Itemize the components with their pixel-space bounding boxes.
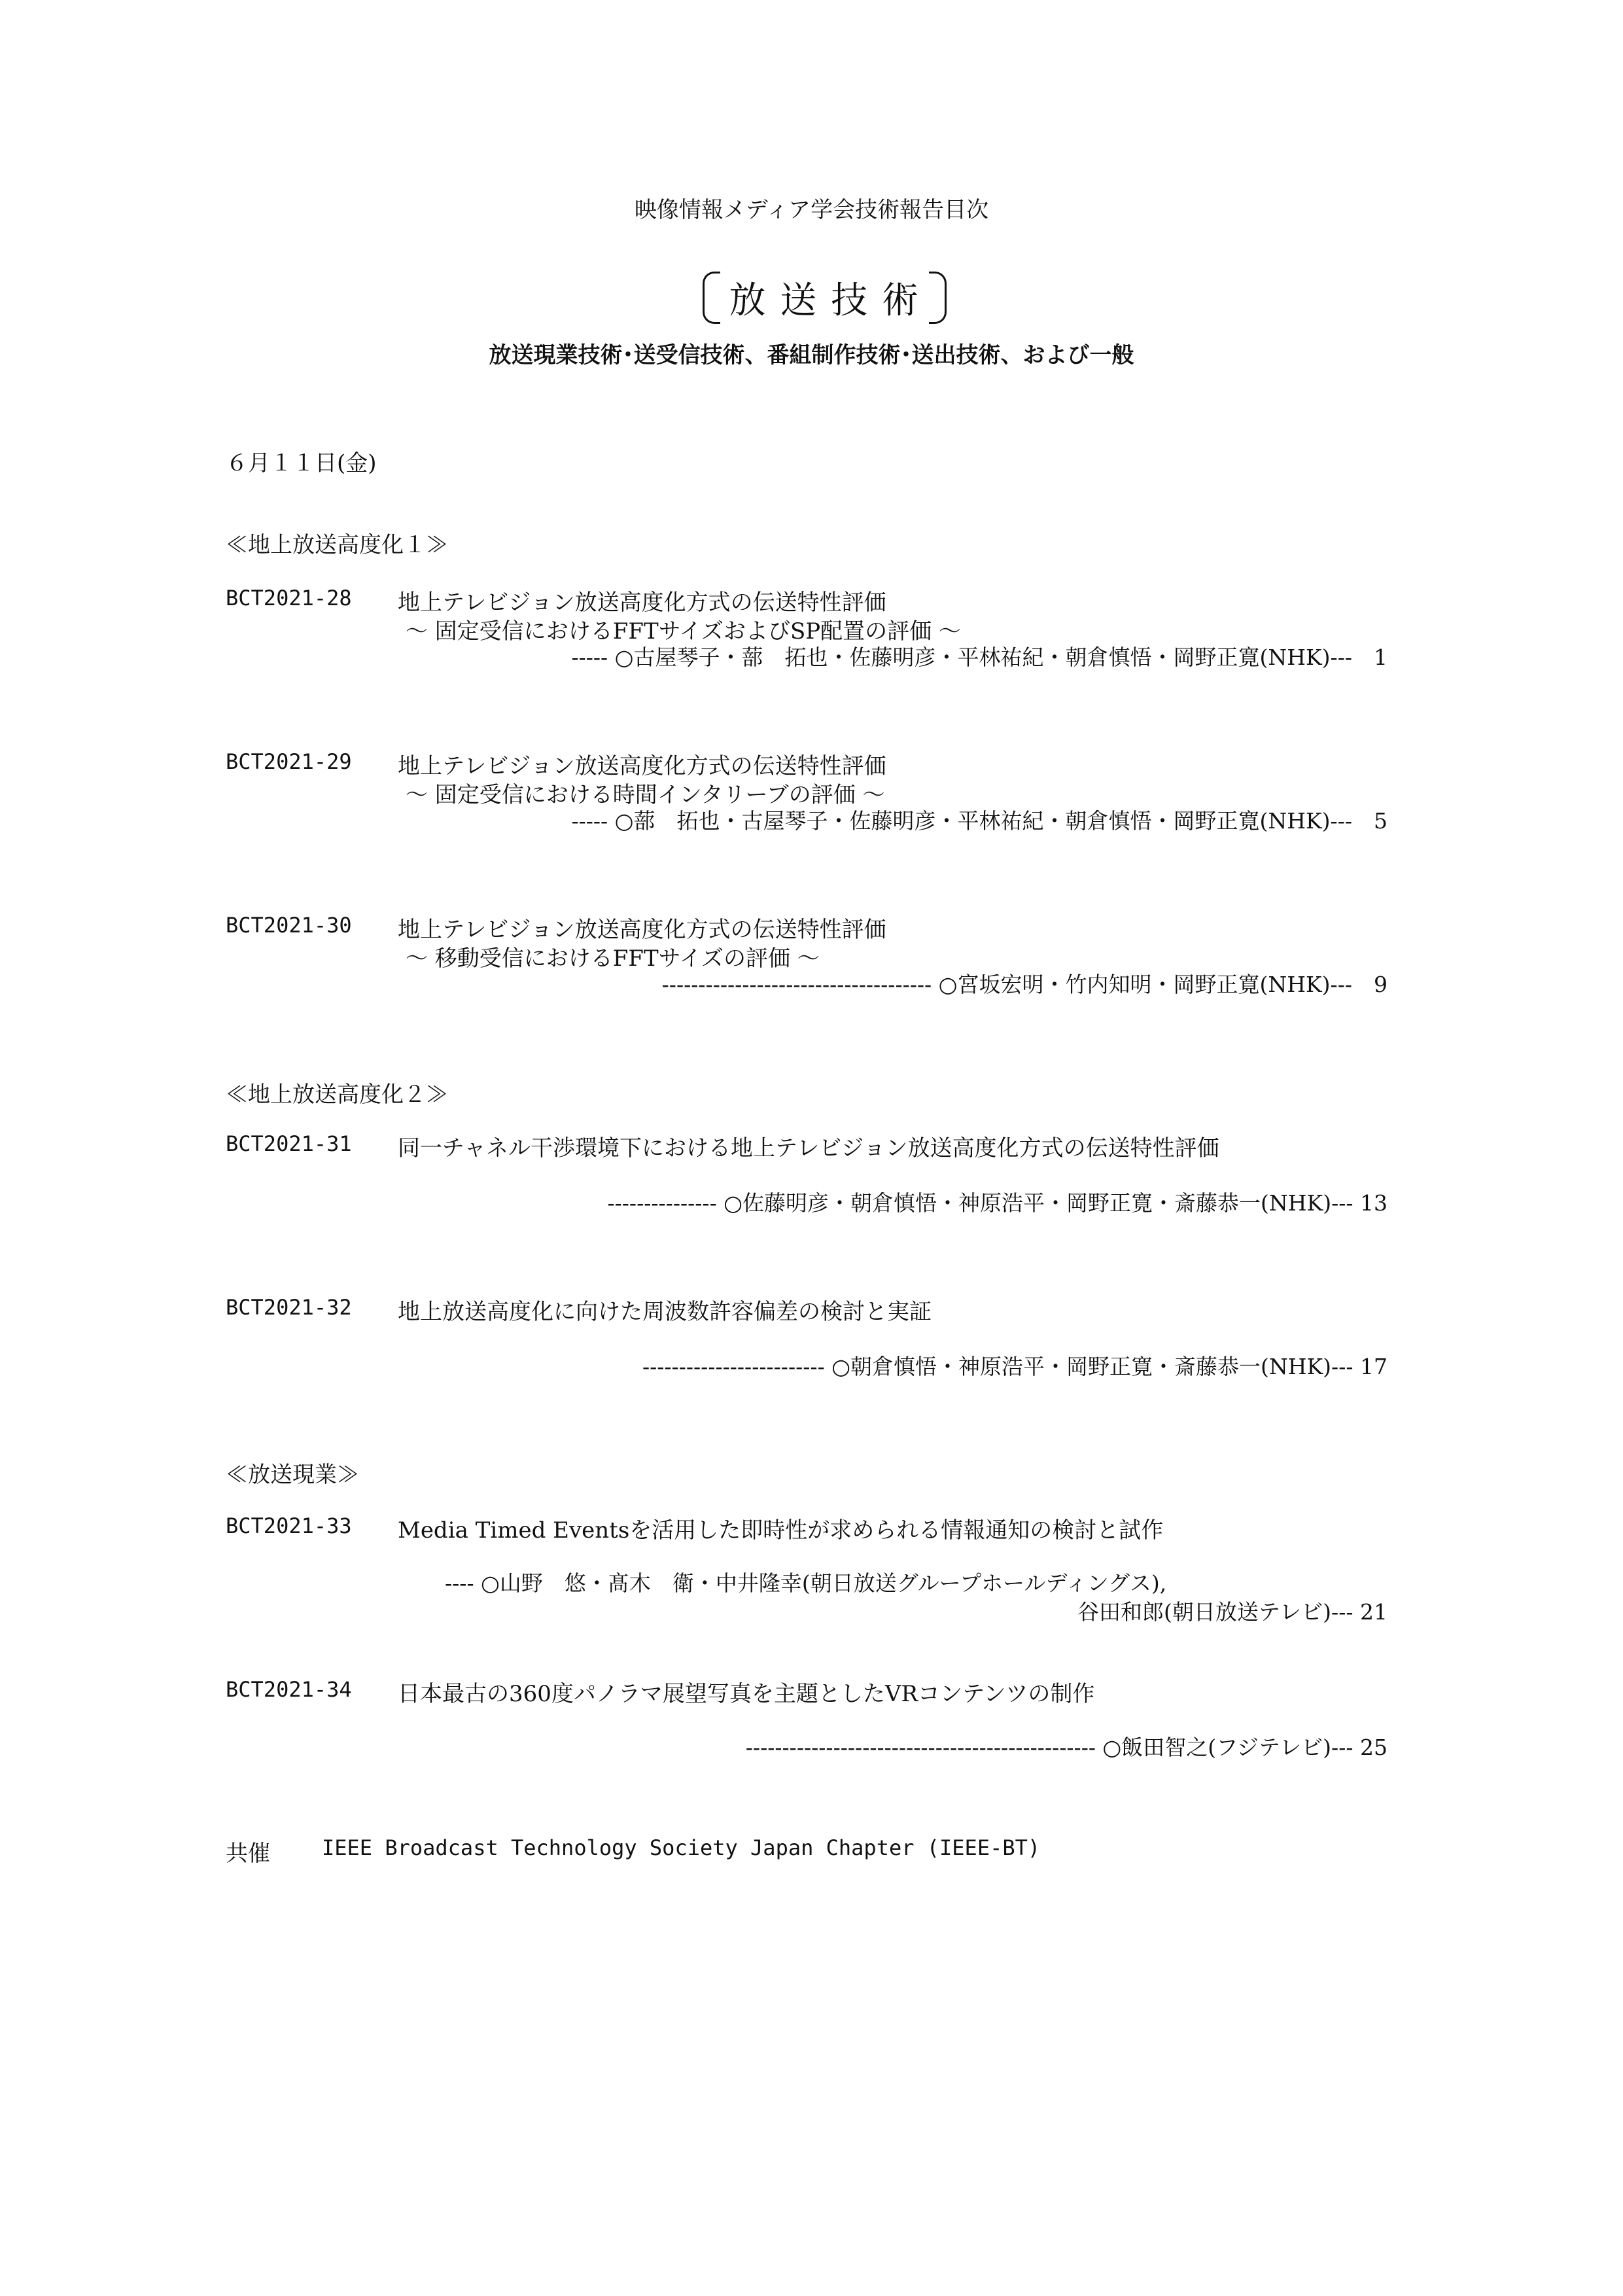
session-date: ６月１１日(金)	[226, 450, 377, 476]
paper-authors-continued: 谷田和郎(朝日放送テレビ)--- 21	[1077, 1599, 1387, 1625]
paper-code: BCT2021-33	[226, 1513, 352, 1538]
paper-title: 地上放送高度化に向けた周波数許容偏差の検討と実証	[398, 1299, 932, 1325]
paper-authors: --------------- ○佐藤明彦・朝倉慎悟・神原浩平・岡野正寛・斎藤恭一(NHK)--- 13	[607, 1190, 1387, 1216]
paper-subtitle: ～ 移動受信におけるFFTサイズの評価 ～	[406, 945, 820, 972]
paper-authors: ------------------------------------- ○宮坂宏明・竹内知明・岡野正寛(NHK)--- 9	[661, 972, 1387, 997]
section-heading: ≪放送現業≫	[226, 1462, 359, 1488]
paper-title: Media Timed Eventsを活用した即時性が求められる情報通知の検討と試作	[398, 1517, 1164, 1544]
paper-subtitle: ～ 固定受信における時間インタリーブの評価 ～	[406, 782, 885, 808]
cosponsor-text: IEEE Broadcast Technology Society Japan Chapter (IEEE-BT)	[322, 1835, 1041, 1860]
paper-code: BCT2021-31	[226, 1131, 352, 1156]
paper-authors: ---- ○山野 悠・髙木 衛・中井隆幸(朝日放送グループホールディングス),	[445, 1570, 1167, 1596]
paper-authors: ------------------------------------------------ ○飯田智之(フジテレビ)--- 25	[745, 1735, 1387, 1760]
paper-title: 同一チャネル干渉環境下における地上テレビジョン放送高度化方式の伝送特性評価	[398, 1135, 1219, 1161]
journal-title: 映像情報メディア学会技術報告目次	[634, 197, 989, 223]
paper-authors: ----- ○古屋琴子・蔀 拓也・佐藤明彦・平林祐紀・朝倉慎悟・岡野正寛(NHK)--- 1	[571, 645, 1387, 670]
document-title	[0, 229, 1623, 324]
paper-title: 地上テレビジョン放送高度化方式の伝送特性評価	[398, 753, 886, 779]
paper-title: 地上テレビジョン放送高度化方式の伝送特性評価	[398, 917, 886, 943]
right-bracket-icon	[929, 272, 947, 324]
left-bracket-icon	[703, 272, 720, 324]
section-heading: ≪地上放送高度化２≫	[226, 1082, 448, 1108]
paper-code: BCT2021-34	[226, 1677, 352, 1702]
document-title-text: 放 送 技 術	[729, 279, 920, 322]
document-subtitle: 放送現業技術･送受信技術、番組制作技術･送出技術、および一般	[489, 342, 1134, 368]
paper-subtitle: ～ 固定受信におけるFFTサイズおよびSP配置の評価 ～	[406, 618, 961, 645]
paper-code: BCT2021-30	[226, 913, 352, 938]
paper-code: BCT2021-29	[226, 749, 352, 774]
paper-title: 地上テレビジョン放送高度化方式の伝送特性評価	[398, 590, 886, 616]
paper-title: 日本最古の360度パノラマ展望写真を主題としたVRコンテンツの制作	[398, 1681, 1095, 1707]
paper-code: BCT2021-32	[226, 1295, 352, 1320]
paper-authors: ------------------------- ○朝倉慎悟・神原浩平・岡野正寛・斎藤恭一(NHK)--- 17	[642, 1354, 1387, 1379]
cosponsor-label: 共催	[226, 1841, 270, 1867]
paper-authors: ----- ○蔀 拓也・古屋琴子・佐藤明彦・平林祐紀・朝倉慎悟・岡野正寛(NHK)--- 5	[571, 808, 1387, 834]
section-heading: ≪地上放送高度化１≫	[226, 532, 448, 558]
paper-code: BCT2021-28	[226, 586, 352, 610]
